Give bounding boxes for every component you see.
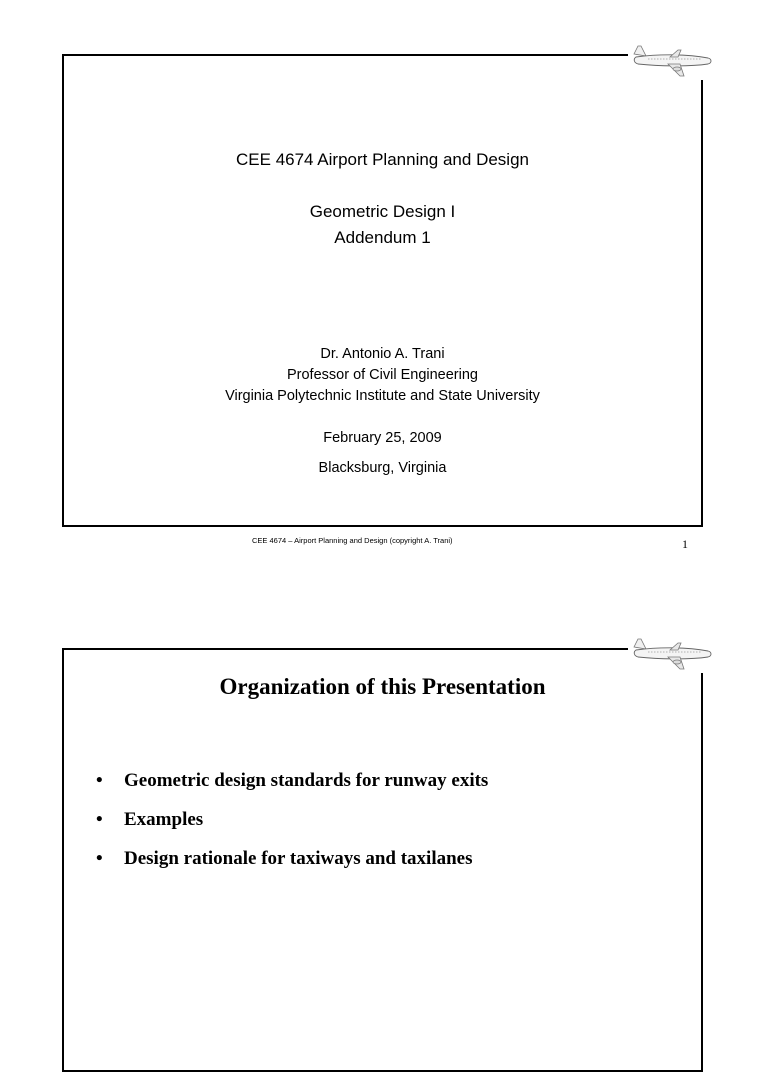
airplane-icon <box>628 40 716 80</box>
slide-2 <box>62 648 703 1072</box>
author-institution: Virginia Polytechnic Institute and State University <box>225 388 540 404</box>
list-item: • Examples <box>96 809 204 830</box>
slide-2-title: Organization of this Presentation <box>219 674 546 699</box>
bullet-list <box>96 770 488 887</box>
slide-1-subtitle-line-1: Geometric Design I <box>309 202 456 221</box>
page-number: 1 <box>682 537 688 551</box>
author-name: Dr. Antonio A. Trani <box>320 346 445 362</box>
list-item: • Design rationale for taxiways and taxilanes <box>96 848 473 869</box>
slide-footer: CEE 4674 – Airport Planning and Design (copyright A. Trani) <box>252 536 453 545</box>
bullet-icon: • <box>96 770 103 791</box>
bullet-icon: • <box>96 809 103 830</box>
list-item: • Geometric design standards for runway exits <box>96 770 489 791</box>
bullet-icon: • <box>96 848 103 869</box>
presentation-date: February 25, 2009 <box>323 430 442 446</box>
author-role: Professor of Civil Engineering <box>286 367 478 383</box>
presentation-location: Blacksburg, Virginia <box>318 460 447 476</box>
slide-1-subtitle-line-2: Addendum 1 <box>334 228 431 247</box>
slide-1-title: CEE 4674 Airport Planning and Design <box>236 150 529 169</box>
slide-1 <box>62 54 703 527</box>
airplane-icon <box>628 633 716 673</box>
